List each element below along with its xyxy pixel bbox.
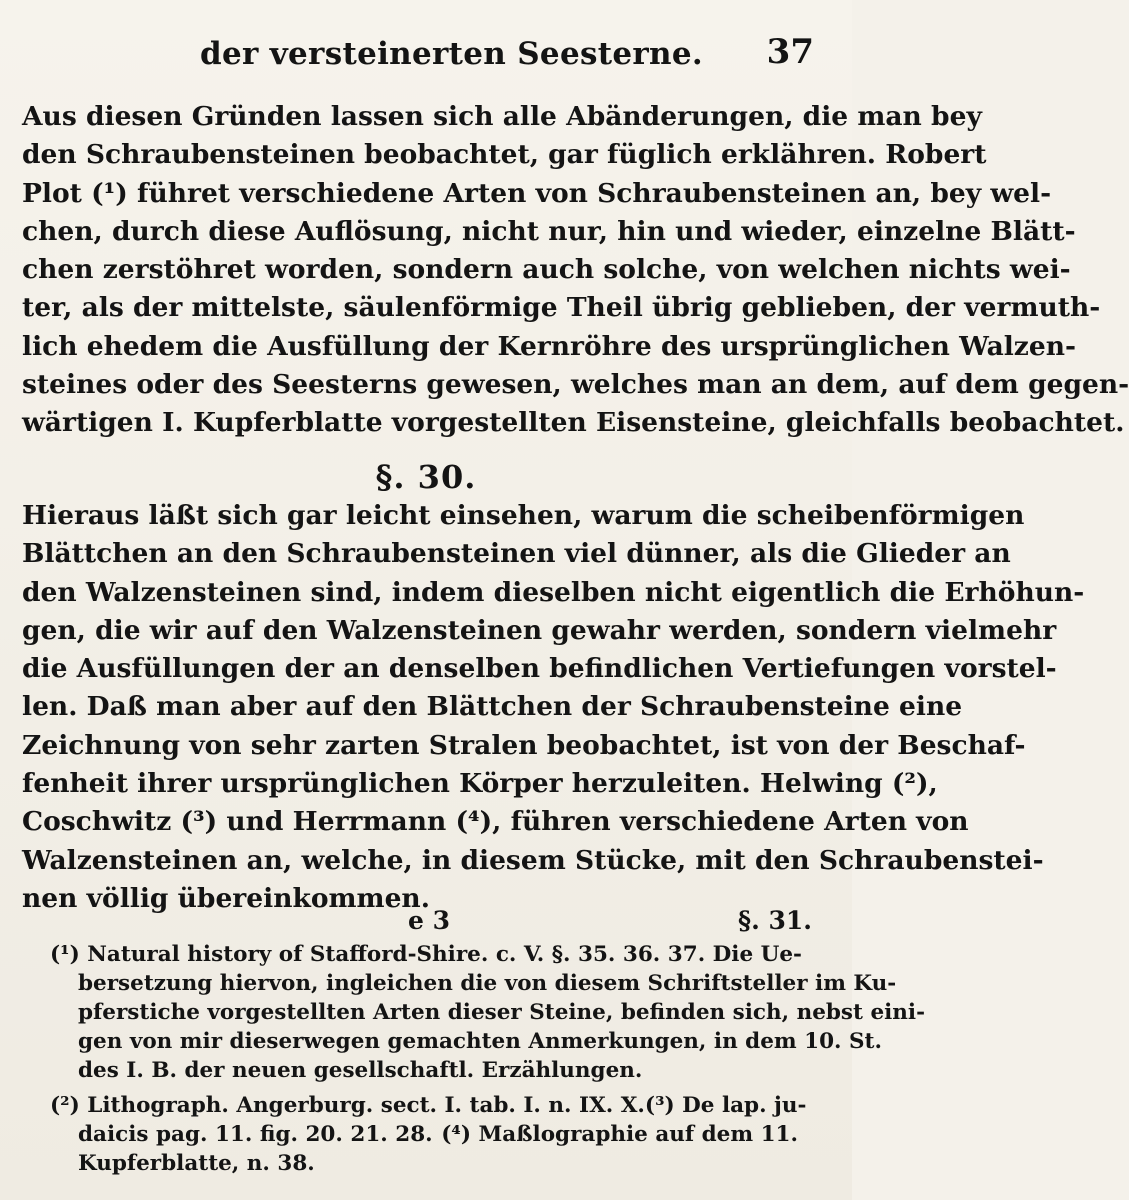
footnote-row	[50, 1149, 798, 1178]
paragraph-1	[22, 98, 1129, 443]
text-line: die Ausfüllungen der an denselben befindlichen Vertiefungen vorstel-	[22, 653, 1057, 685]
text-line: Blättchen an den Schraubensteinen viel dünner, als die Glieder an	[22, 538, 1011, 570]
text-line: den Walzensteinen sind, indem dieselben nicht eigentlich die Erhöhun-	[22, 576, 1085, 608]
text-line: lich ehedem die Ausfüllung der Kernröhre des ursprünglichen Walzen-	[22, 330, 1076, 362]
text-line: nen völlig übereinkommen.	[22, 882, 430, 914]
footnote-line: des I. B. der neuen gesellschaftl. Erzählungen.	[78, 1058, 643, 1083]
text-line: gen, die wir auf den Walzensteinen gewahr werden, sondern vielmehr	[22, 614, 1057, 646]
running-title: der versteinerten Seesterne.	[200, 36, 703, 72]
text-line: Zeichnung von sehr zarten Stralen beobachtet, ist von der Beschaf-	[22, 729, 1026, 761]
footnote-3-text: (³) De lap. ju-	[644, 1093, 807, 1118]
text-line: wärtigen I. Kupferblatte vorgestellten Eisensteine, gleichfalls beobachtet.	[22, 407, 1125, 439]
footnote-row	[50, 1091, 807, 1120]
text-line: Aus diesen Gründen lassen sich alle Abänderungen, die man bey	[22, 101, 982, 132]
footnote-2-3-4	[50, 1091, 807, 1178]
footnote-4-continuation: Kupferblatte, n. 38.	[78, 1151, 315, 1176]
text-line: fenheit ihrer ursprünglichen Körper herzuleiten. Helwing (²),	[22, 768, 938, 800]
signature-mark: e 3	[408, 906, 451, 935]
section-heading: §. 30.	[375, 458, 477, 496]
footnote-2-text: (²) Lithograph. Angerburg. sect. I. tab. I. n. IX. X.	[50, 1093, 645, 1118]
catchword: §. 31.	[738, 906, 812, 935]
footnote-line: (¹) Natural history of Stafford-Shire. c. V. §. 35. 36. 37. Die Ue-	[50, 942, 802, 967]
footnote-1	[50, 940, 926, 1085]
footnote-line: gen von mir dieserwegen gemachten Anmerkungen, in dem 10. St.	[78, 1029, 882, 1054]
footnote-3-continuation: daicis pag. 11. fig. 20. 21. 28.	[78, 1122, 433, 1147]
paragraph-2	[22, 497, 1085, 918]
text-line: Plot (¹) führet verschiedene Arten von Schraubensteinen an, bey wel-	[22, 177, 1052, 209]
text-line: chen, durch diese Auflösung, nicht nur, hin und wieder, einzelne Blätt-	[22, 215, 1076, 247]
text-line: Walzensteinen an, welche, in diesem Stücke, mit den Schraubenstei-	[22, 844, 1044, 876]
text-line: chen zerstöhret worden, sondern auch solche, von welchen nichts wei-	[22, 254, 1071, 286]
footnotes	[50, 940, 926, 1178]
footnote-line: bersetzung hiervon, ingleichen die von diesem Schriftsteller im Ku-	[78, 971, 897, 996]
footnote-4-text: (⁴) Maßlographie auf dem 11.	[441, 1122, 798, 1147]
signature-line	[0, 906, 852, 936]
page-number: 37	[766, 32, 814, 72]
text-line: len. Daß man aber auf den Blättchen der Schraubensteine eine	[22, 691, 963, 723]
text-line: Coschwitz (³) und Herrmann (⁴), führen verschiedene Arten von	[22, 806, 969, 838]
text-line: steines oder des Seesterns gewesen, welches man an dem, auf dem gegen-	[22, 369, 1129, 401]
footnote-line: pferstiche vorgestellten Arten dieser Steine, befinden sich, nebst eini-	[78, 1000, 926, 1025]
text-line: Hieraus läßt sich gar leicht einsehen, warum die scheibenförmigen	[22, 500, 1025, 531]
text-line: den Schraubensteinen beobachtet, gar füglich erklähren. Robert	[22, 139, 987, 171]
text-line: ter, als der mittelste, säulenförmige Theil übrig geblieben, der vermuth-	[22, 292, 1101, 324]
page-header	[0, 28, 852, 78]
footnote-row	[50, 1120, 798, 1149]
